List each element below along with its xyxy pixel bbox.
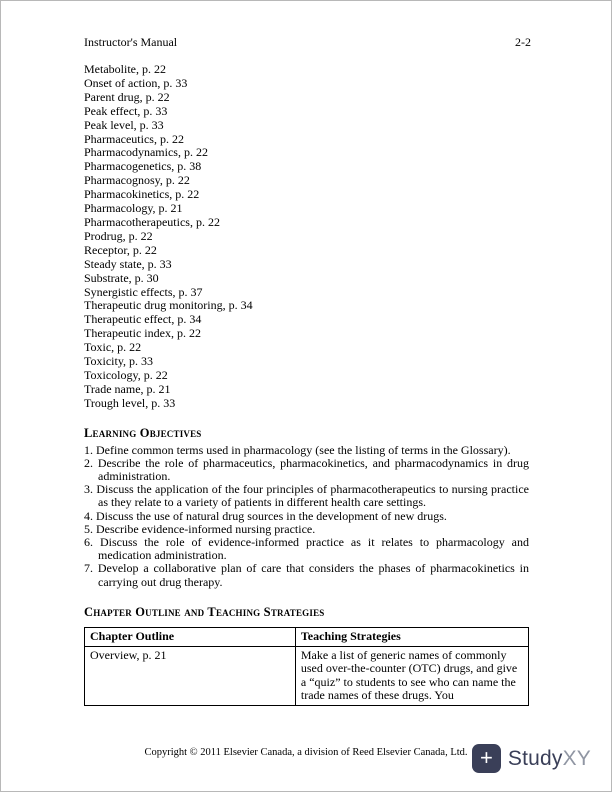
- studyxy-logo: [472, 744, 591, 773]
- copyright-notice: Copyright © 2011 Elsevier Canada, a division of Reed Elsevier Canada, Ltd.: [144, 747, 468, 758]
- chapter-outline-table: [84, 627, 529, 706]
- glossary-term: Peak level, p. 33: [84, 117, 164, 132]
- glossary-term: Toxicology, p. 22: [84, 367, 168, 382]
- glossary-term: Therapeutic drug monitoring, p. 34: [84, 298, 253, 313]
- page-content: [84, 63, 529, 706]
- glossary-term: Pharmacodynamics, p. 22: [84, 145, 208, 160]
- glossary-term: Onset of action, p. 33: [84, 75, 188, 90]
- learning-objectives-list: [84, 444, 529, 589]
- glossary-term: Pharmacognosy, p. 22: [84, 173, 190, 188]
- glossary-term: Prodrug, p. 22: [84, 228, 153, 243]
- learning-objective-item: 6. Discuss the role of evidence-informed practice as it relates to pharmacology and medication administration.: [84, 535, 529, 563]
- column-header-teaching-strategies: Teaching Strategies: [295, 627, 528, 646]
- glossary-term: Receptor, p. 22: [84, 242, 157, 257]
- glossary-term: Substrate, p. 30: [84, 270, 159, 285]
- glossary-term: Steady state, p. 33: [84, 256, 172, 271]
- learning-objectives-heading: Learning Objectives: [84, 425, 202, 440]
- page-header: [84, 35, 531, 50]
- glossary-term: Toxicity, p. 33: [84, 354, 154, 369]
- cell-teaching-strategy: Make a list of generic names of commonly used over-the-counter (OTC) drugs, and give a “quiz” to students to see who can name the trade names of these drugs. You: [295, 647, 528, 706]
- glossary-term: Synergistic effects, p. 37: [84, 284, 203, 299]
- learning-objective-item: 3. Discuss the application of the four principles of pharmacotherapeutics to nursing practice as they relate to a variety of patients in different health care settings.: [84, 482, 529, 510]
- glossary-term: Trade name, p. 21: [84, 381, 171, 396]
- glossary-term: Toxic, p. 22: [84, 340, 142, 355]
- glossary-term: Therapeutic effect, p. 34: [84, 312, 202, 327]
- glossary-term-list: [84, 63, 529, 411]
- learning-objective-item: 4. Discuss the use of natural drug sources in the development of new drugs.: [84, 508, 447, 523]
- learning-objective-item: 1. Define common terms used in pharmacology (see the listing of terms in the Glossary).: [84, 442, 511, 457]
- page-number: 2-2: [515, 35, 531, 49]
- glossary-term: Pharmacogenetics, p. 38: [84, 159, 202, 174]
- plus-icon: +: [472, 744, 501, 773]
- glossary-term: Trough level, p. 33: [84, 395, 176, 410]
- glossary-term: Pharmacology, p. 21: [84, 201, 183, 216]
- glossary-term: Therapeutic index, p. 22: [84, 326, 201, 341]
- glossary-term: Pharmacokinetics, p. 22: [84, 187, 200, 202]
- learning-objective-item: 2. Describe the role of pharmaceutics, pharmacokinetics, and pharmacodynamics in drug administration.: [84, 455, 529, 484]
- glossary-term: Pharmacotherapeutics, p. 22: [84, 214, 220, 229]
- logo-wordmark: [508, 747, 591, 771]
- table-header-row: [85, 627, 529, 646]
- glossary-term: Pharmaceutics, p. 22: [84, 131, 184, 146]
- document-title: Instructor's Manual: [84, 35, 178, 49]
- cell-chapter-outline: Overview, p. 21: [85, 647, 296, 706]
- glossary-term: Parent drug, p. 22: [84, 89, 170, 104]
- glossary-term: Metabolite, p. 22: [84, 62, 166, 76]
- glossary-term: Peak effect, p. 33: [84, 103, 168, 118]
- chapter-outline-heading: Chapter Outline and Teaching Strategies: [84, 604, 325, 619]
- learning-objective-item: 5. Describe evidence-informed nursing practice.: [84, 521, 316, 536]
- column-header-chapter-outline: Chapter Outline: [85, 627, 296, 646]
- table-row: [85, 647, 529, 706]
- logo-text-xy: XY: [562, 746, 591, 770]
- learning-objective-item: 7. Develop a collaborative plan of care that considers the phases of pharmacokinetics in carrying out drug therapy.: [84, 561, 529, 589]
- logo-text-study: Study: [507, 746, 563, 770]
